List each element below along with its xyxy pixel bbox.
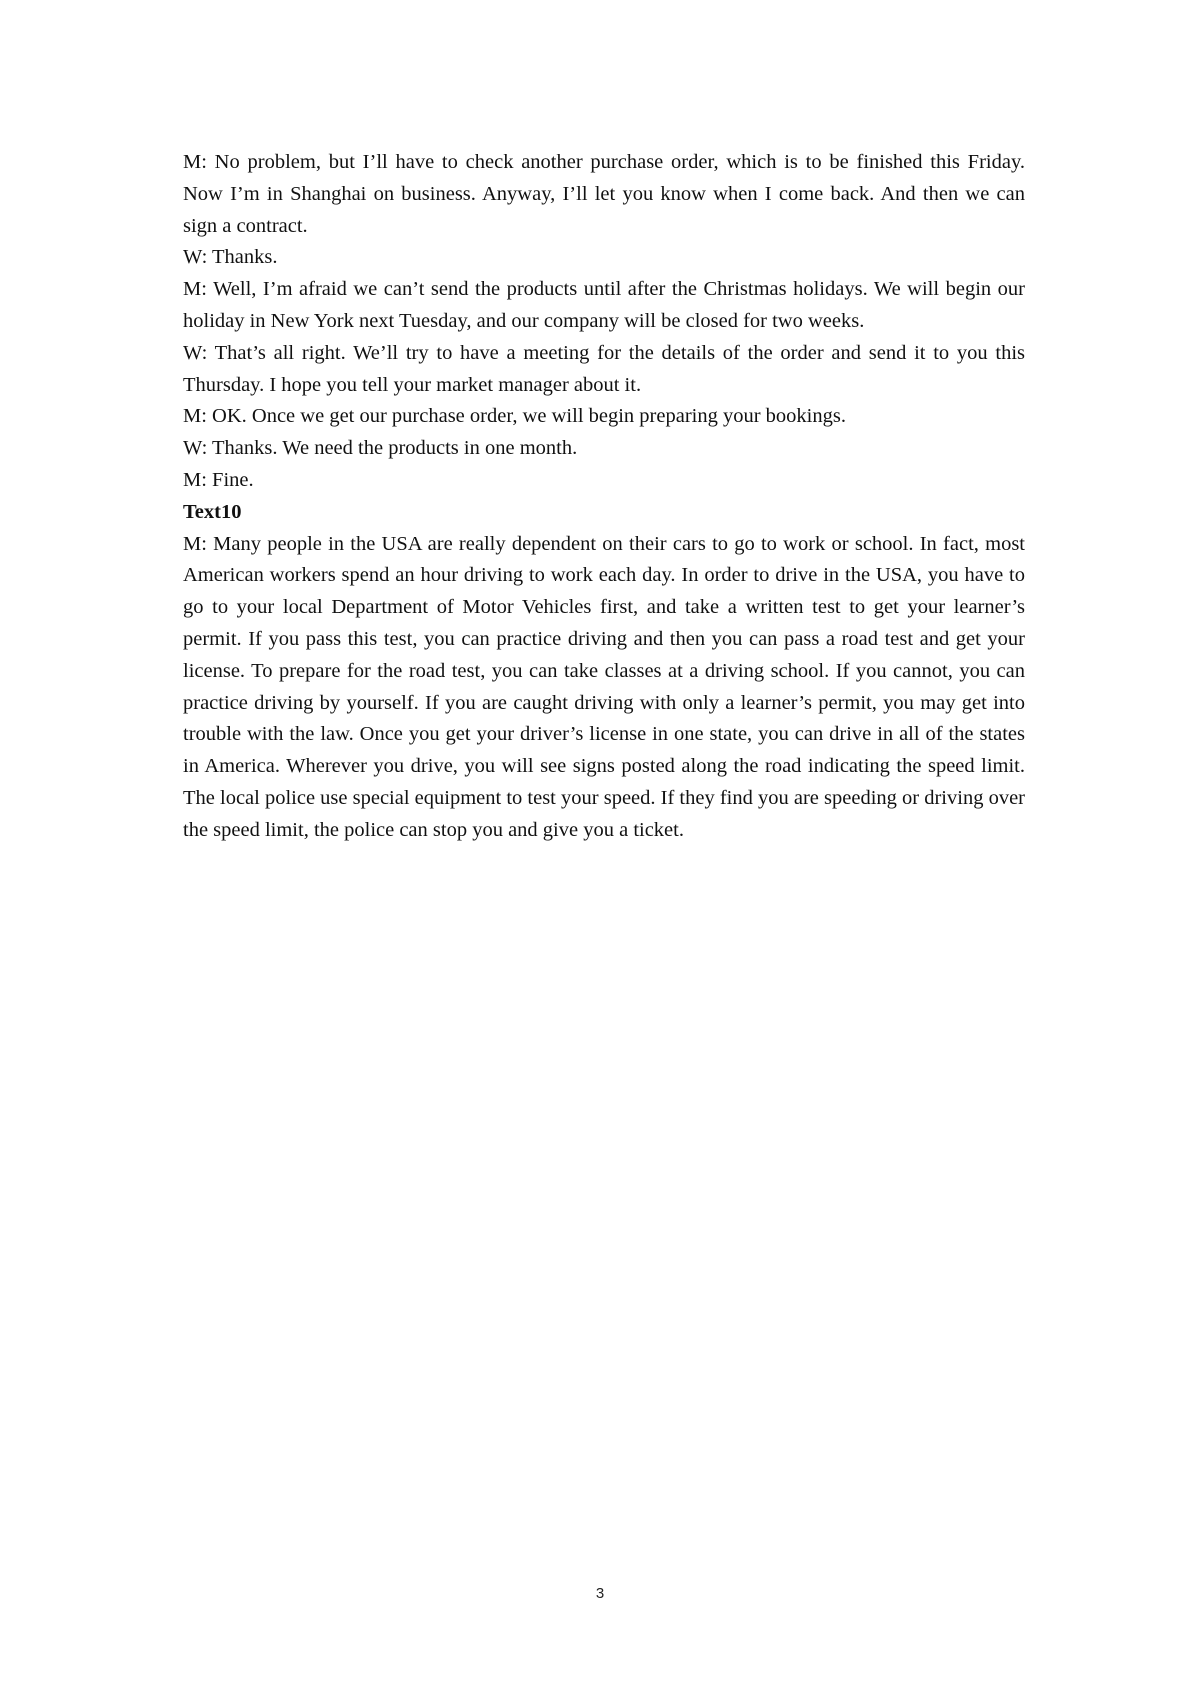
dialogue-line: M: OK. Once we get our purchase order, we will begin preparing your bookings. <box>183 405 846 428</box>
dialogue-line: W: Thanks. We need the products in one month. <box>183 437 578 460</box>
page-number: 3 <box>595 1585 605 1602</box>
section-heading: Text10 <box>183 500 242 523</box>
dialogue-line: W: Thanks. <box>183 246 278 269</box>
dialogue-line: W: That’s all right. We’ll try to have a meeting for the details of the order and send it to you this Thursday. I hope you tell your market manager about it. <box>183 341 1025 396</box>
dialogue-line: M: Well, I’m afraid we can’t send the products until after the Christmas holidays. We will begin our holiday in New York next Tuesday, and our company will be closed for two weeks. <box>183 278 1025 332</box>
passage-paragraph: M: Many people in the USA are really dependent on their cars to go to work or school. In fact, most American workers spend an hour driving to work each day. In order to drive in the USA, you have to go to your local Department of Motor Vehicles first, and take a written test to get your learner’s permit. If you pass this test, you can practice driving and then you can pass a road test and get your license. To prepare for the road test, you can take classes at a driving school. If you cannot, you can practice driving by yourself. If you are caught driving with only a learner’s permit, you may get into trouble with the law. Once you get your driver’s license in one state, you can drive in all of the states in America. Wherever you drive, you will see signs posted along the road indicating the speed limit. The local police use special equipment to test your speed. If they find you are speeding or driving over the speed limit, the police can stop you and give you a ticket. <box>183 532 1025 841</box>
dialogue-line: M: Fine. <box>183 468 254 491</box>
dialogue-line: M: No problem, but I’ll have to check another purchase order, which is to be finished this Friday. Now I’m in Shanghai on business. Anyway, I’ll let you know when I come back. And then we can sign a contract. <box>183 151 1025 237</box>
document-body <box>183 147 1025 847</box>
